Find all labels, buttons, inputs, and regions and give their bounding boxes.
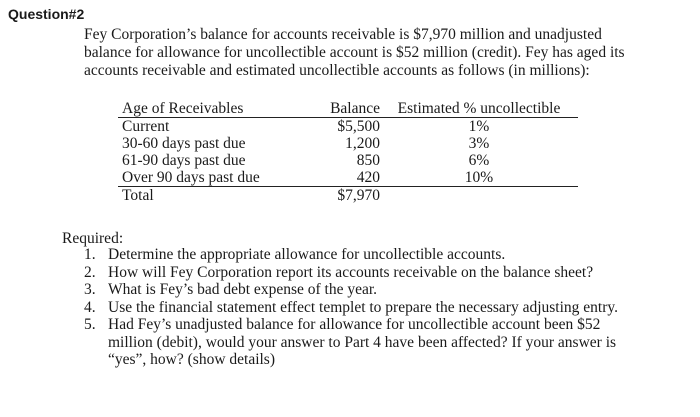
- age-cell: Over 90 days past due: [118, 169, 304, 187]
- aging-table: [118, 100, 578, 204]
- header-pct: Estimated % uncollectible: [380, 100, 578, 118]
- list-item: [84, 281, 618, 299]
- pct-cell: 6%: [468, 152, 490, 169]
- table-row: [118, 135, 578, 152]
- item-number: 5.: [84, 316, 96, 333]
- age-cell: 30-60 days past due: [122, 135, 246, 152]
- item-number: 2.: [84, 263, 96, 281]
- intro-line: accounts receivable and estimated uncollectible accounts as follows (in millions):: [84, 62, 590, 79]
- intro-line: Fey Corporation’s balance for accounts receivable is $7,970 million and unadjusted: [84, 26, 602, 43]
- pct-cell: 3%: [468, 135, 490, 152]
- total-balance: $7,970: [337, 187, 380, 204]
- balance-cell: $5,500: [337, 118, 380, 135]
- age-cell: Current: [122, 118, 170, 135]
- question-title: Question#2: [8, 6, 85, 22]
- total-pct-empty: [380, 187, 578, 205]
- item-text: Had Fey’s unadjusted balance for allowance for uncollectible account been $52: [108, 316, 601, 333]
- balance-cell: 420: [304, 169, 380, 187]
- intro-paragraph: [84, 26, 684, 80]
- list-item: [84, 264, 618, 282]
- item-text: million (debit), would your answer to Part 4 have been affected? If your answer is: [108, 333, 617, 351]
- list-item: [84, 316, 618, 369]
- required-list: [84, 246, 618, 369]
- list-item: [84, 246, 618, 264]
- header-balance: Balance: [304, 100, 380, 118]
- pct-cell: 10%: [380, 169, 578, 187]
- list-item: [84, 299, 618, 317]
- item-text: What is Fey’s bad debt expense of the year.: [108, 281, 378, 298]
- balance-cell: 1,200: [345, 135, 380, 152]
- item-text: Determine the appropriate allowance for uncollectible accounts.: [108, 246, 506, 263]
- table-row: [118, 152, 578, 169]
- table-row: [118, 169, 578, 187]
- total-row: [118, 187, 578, 205]
- item-text: How will Fey Corporation report its accounts receivable on the balance sheet?: [108, 263, 594, 281]
- item-number: 4.: [84, 298, 96, 316]
- table-row: [118, 118, 578, 136]
- intro-line: balance for allowance for uncollectible account is $52 million (credit). Fey has aged its: [84, 44, 625, 61]
- balance-cell: 850: [356, 152, 380, 169]
- item-number: 1.: [84, 246, 96, 263]
- age-cell: 61-90 days past due: [122, 152, 246, 169]
- item-text: Use the financial statement effect templet to prepare the necessary adjusting entry.: [108, 298, 619, 316]
- item-number: 3.: [84, 281, 96, 298]
- pct-cell: 1%: [468, 118, 490, 135]
- header-age: Age of Receivables: [118, 100, 304, 118]
- total-label: Total: [122, 187, 154, 204]
- required-label: Required:: [62, 230, 124, 247]
- item-text: “yes”, how? (show details): [108, 351, 276, 368]
- table-header-row: [118, 100, 578, 118]
